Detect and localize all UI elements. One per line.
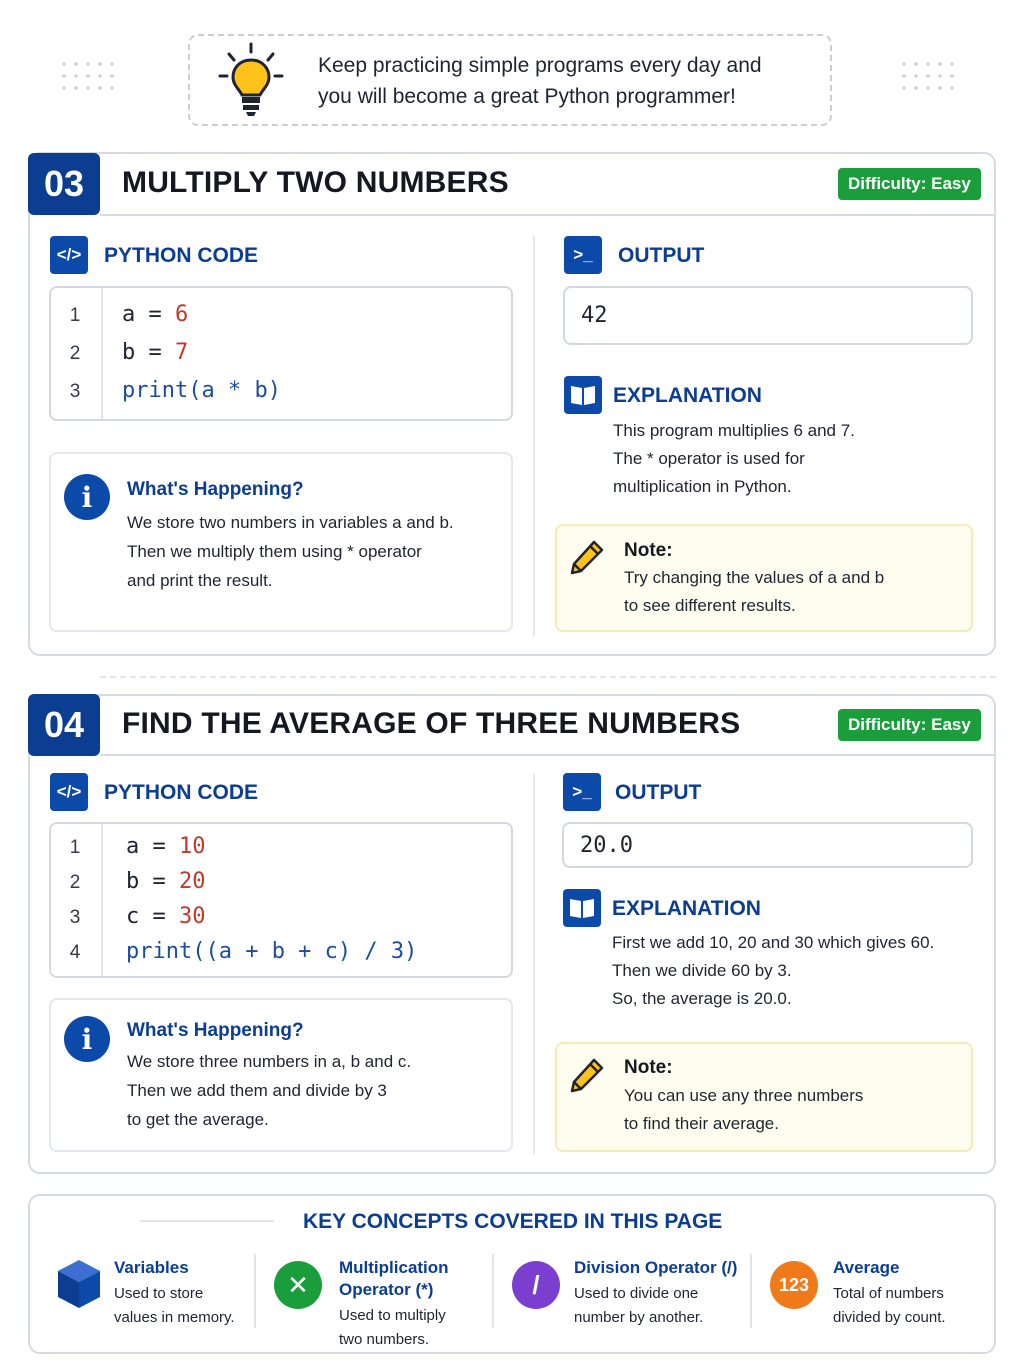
difficulty-badge: Difficulty: Easy	[838, 709, 981, 741]
concept-name: Multiplication Operator (*)	[339, 1258, 449, 1299]
concept-desc: Used to divide one number by another.	[574, 1285, 704, 1326]
line-number: 3	[69, 907, 81, 928]
code-label: PYTHON CODE	[104, 244, 259, 267]
dots-decoration-left	[58, 58, 120, 92]
difficulty-badge: Difficulty: Easy	[838, 168, 981, 200]
line-number: 2	[69, 872, 81, 893]
explanation-text: This program multiplies 6 and 7. The * operator is used for multiplication in Python.	[613, 421, 855, 496]
info-icon: i	[64, 1016, 110, 1062]
concept-name: Variables	[114, 1258, 189, 1277]
whats-happening-text: We store three numbers in a, b and c. Then we add them and divide by 3 to get the average.	[127, 1052, 412, 1129]
line-number: 4	[69, 942, 81, 963]
code-line: c = 30	[126, 904, 206, 929]
code-line: a = 10	[126, 834, 206, 859]
numbers-icon: 123	[770, 1261, 818, 1309]
concept-desc: Used to store values in memory.	[114, 1285, 235, 1326]
section-number-badge: 03	[28, 153, 100, 215]
times-icon: ✕	[274, 1261, 322, 1309]
key-concepts-rule-left	[140, 1220, 274, 1222]
pencil-icon	[568, 1056, 606, 1094]
explanation-label: EXPLANATION	[612, 897, 761, 920]
column-divider	[533, 236, 535, 636]
dots-decoration-right	[898, 58, 960, 92]
info-icon: i	[64, 474, 110, 520]
note-text: You can use any three numbers to find their average.	[624, 1086, 864, 1133]
output-box: 20.0	[562, 822, 973, 868]
code-line: b = 7	[122, 340, 189, 365]
code-line: a = 6	[122, 302, 189, 327]
code-brackets-icon: </>	[50, 236, 88, 274]
concept-divider	[750, 1254, 752, 1328]
code-line: b = 20	[126, 869, 206, 894]
concept-desc: Used to multiply two numbers.	[339, 1307, 446, 1348]
book-icon	[564, 376, 602, 414]
concept-name: Division Operator (/)	[574, 1258, 738, 1277]
tip-line-2: you will become a great Python programmer!	[318, 85, 736, 108]
concept-desc: Total of numbers divided by count.	[833, 1285, 946, 1326]
whats-happening-text: We store two numbers in variables a and b. Then we multiply them using * operator and print the result.	[127, 513, 454, 590]
tip-text	[318, 50, 818, 112]
code-label: PYTHON CODE	[104, 781, 259, 804]
whats-happening-title: What's Happening?	[127, 1020, 304, 1041]
output-label: OUTPUT	[615, 781, 702, 804]
section-title: MULTIPLY TWO NUMBERS	[122, 166, 509, 199]
section-separator	[100, 676, 996, 678]
output-box: 42	[563, 286, 973, 345]
section-number-badge: 04	[28, 694, 100, 756]
explanation-label: EXPLANATION	[613, 384, 762, 407]
code-line: print((a + b + c) / 3)	[126, 939, 418, 964]
note-text: Try changing the values of a and b to see different results.	[624, 568, 885, 615]
section-header-divider	[100, 754, 996, 756]
lightbulb-icon	[214, 40, 288, 120]
column-divider	[533, 774, 535, 1154]
concept-divider	[254, 1254, 256, 1328]
note-title: Note:	[624, 1057, 673, 1078]
explanation-text: First we add 10, 20 and 30 which gives 60. Then we divide 60 by 3. So, the average is 20.0.	[612, 933, 935, 1008]
pencil-icon	[568, 538, 606, 576]
note-title: Note:	[624, 540, 673, 561]
line-number: 1	[69, 837, 81, 858]
terminal-icon: >_	[563, 773, 601, 811]
slash-icon: /	[512, 1261, 560, 1309]
line-number: 1	[69, 305, 81, 326]
section-title: FIND THE AVERAGE OF THREE NUMBERS	[122, 707, 741, 740]
code-block	[49, 286, 513, 421]
section-header-divider	[100, 214, 996, 216]
cube-icon	[56, 1258, 102, 1310]
whats-happening-title: What's Happening?	[127, 479, 304, 500]
concept-name: Average	[833, 1258, 900, 1277]
line-number: 2	[69, 343, 81, 364]
terminal-icon: >_	[564, 236, 602, 274]
code-line: print(a * b)	[122, 378, 281, 403]
concept-divider	[492, 1254, 494, 1328]
output-label: OUTPUT	[618, 244, 705, 267]
book-icon	[563, 889, 601, 927]
line-number: 3	[69, 381, 81, 402]
key-concepts-title: KEY CONCEPTS COVERED IN THIS PAGE	[303, 1210, 723, 1233]
tip-line-1: Keep practicing simple programs every day and	[318, 54, 762, 77]
code-brackets-icon: </>	[50, 773, 88, 811]
